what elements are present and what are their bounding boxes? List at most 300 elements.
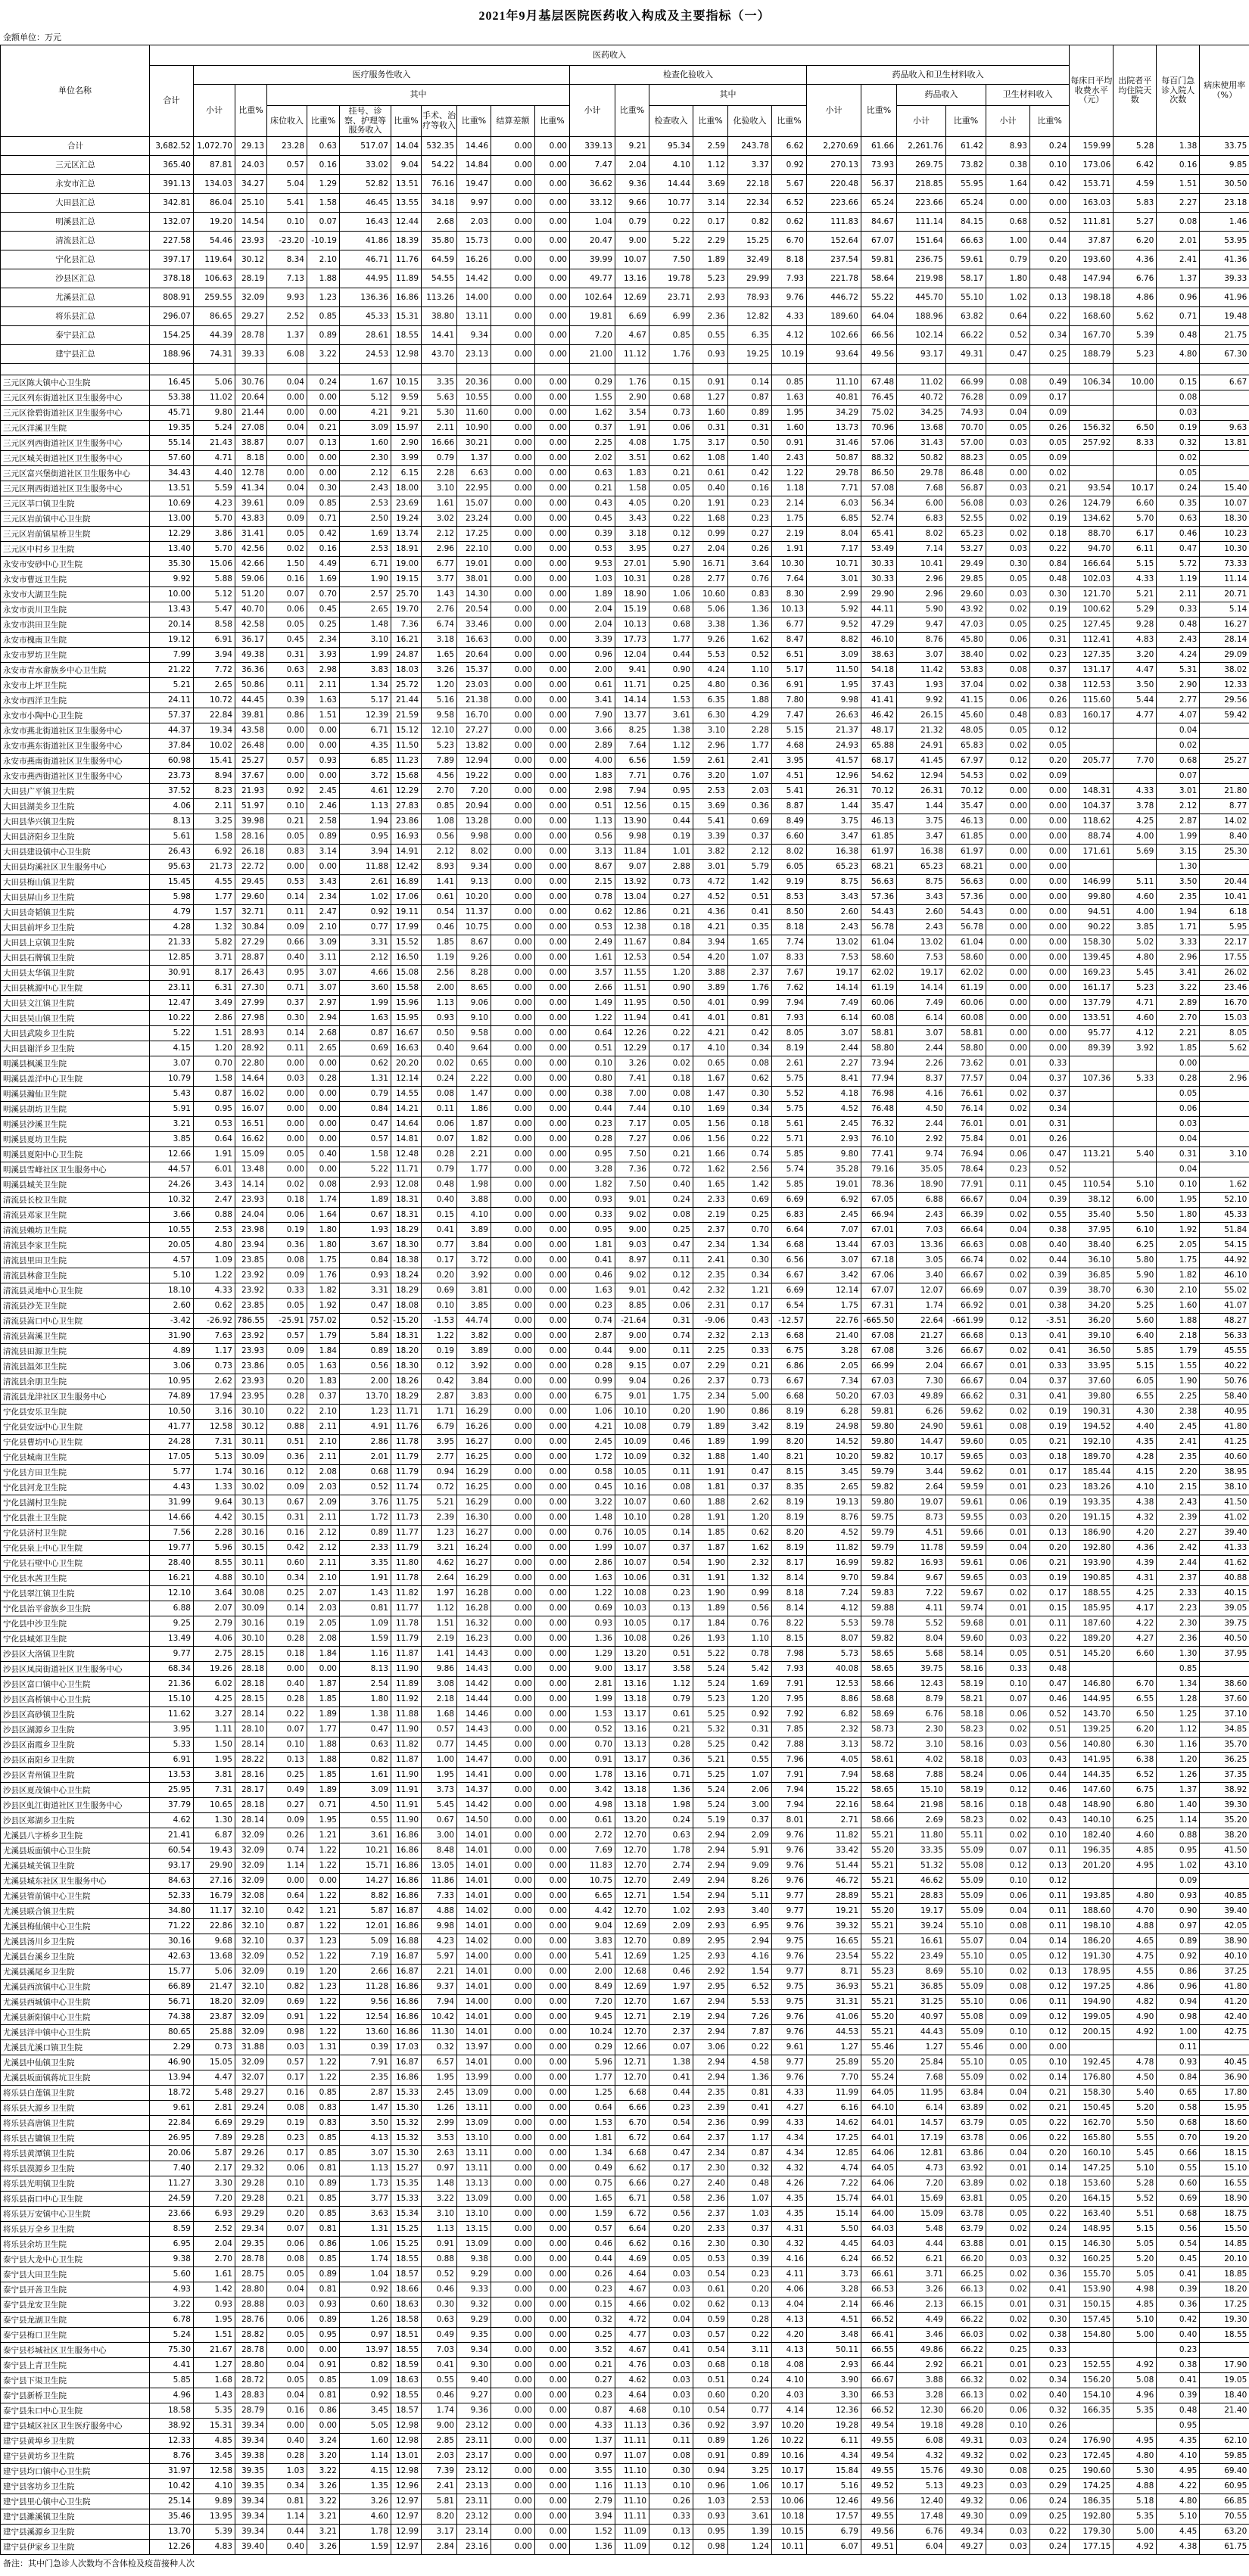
value-cell: 0.34 — [1030, 325, 1070, 344]
value-cell: 15.95 — [1200, 2100, 1249, 2115]
value-cell: 54.62 — [861, 768, 897, 783]
value-cell: 0.28 — [570, 1358, 615, 1374]
value-cell: 160.10 — [1070, 2145, 1114, 2161]
value-cell: 46.42 — [861, 708, 897, 723]
value-cell: 0.24 — [422, 1071, 457, 1086]
value-cell: 19.17 — [897, 965, 946, 980]
unit-name-cell: 宁化县泉上中心卫生院 — [1, 1540, 150, 1555]
value-cell: 4.35 — [1157, 2433, 1200, 2448]
value-cell: 14.54 — [235, 212, 267, 231]
value-cell: 13.05 — [422, 1858, 457, 1873]
value-cell: 23.69 — [391, 496, 422, 511]
value-cell: 12.98 — [391, 2463, 422, 2478]
value-cell: 66.67 — [946, 1192, 986, 1207]
value-cell: 5.35 — [1114, 2509, 1157, 2524]
value-cell: 13.18 — [615, 1782, 649, 1797]
value-cell: 7.53 — [807, 950, 861, 965]
value-cell — [1070, 1056, 1114, 1071]
value-cell: 0.95 — [649, 783, 693, 798]
value-cell: 0.73 — [194, 1358, 235, 1374]
value-cell: 127.45 — [1070, 617, 1114, 632]
hospital-table-row — [1, 2055, 1249, 2070]
value-cell: 38.01 — [457, 571, 491, 586]
value-cell: 12.53 — [615, 950, 649, 965]
col-header-unit-name: 单位名称 — [1, 45, 150, 137]
value-cell: 1.88 — [693, 1449, 728, 1464]
value-cell: 39.30 — [1200, 1797, 1249, 1812]
value-cell: 0.40 — [1030, 2388, 1070, 2403]
value-cell: 5.81 — [422, 2494, 457, 2509]
value-cell: 6.30 — [1114, 1737, 1157, 1752]
value-cell: 0.00 — [535, 1434, 570, 1449]
value-cell: 4.02 — [897, 1752, 946, 1767]
hospital-table-row — [1, 2524, 1249, 2539]
value-cell: 0.00 — [535, 859, 570, 874]
value-cell: 8.48 — [422, 1843, 457, 1858]
value-cell: 12.53 — [807, 1676, 861, 1691]
value-cell: 8.41 — [807, 1071, 861, 1086]
unit-name-cell: 宁化县淮土卫生院 — [1, 1510, 150, 1525]
value-cell: 0.19 — [422, 1343, 457, 1358]
value-cell: 0.03 — [986, 2251, 1030, 2266]
value-cell: 66.44 — [861, 2357, 897, 2372]
value-cell: 0.03 — [986, 1752, 1030, 1767]
value-cell: 6.95 — [150, 2236, 194, 2251]
value-cell: 5.60 — [1114, 1313, 1157, 1328]
value-cell: 76.98 — [861, 1086, 897, 1101]
value-cell: 11.90 — [391, 1767, 422, 1782]
value-cell: 48.05 — [946, 723, 986, 738]
value-cell: 31.88 — [235, 2039, 267, 2055]
value-cell: 4.21 — [693, 919, 728, 935]
value-cell: 2.34 — [307, 632, 340, 647]
value-cell: 0.00 — [535, 1616, 570, 1631]
value-cell: 0.05 — [267, 526, 307, 541]
value-cell: 25.72 — [391, 677, 422, 692]
value-cell: 0.00 — [491, 708, 535, 723]
value-cell: 2.52 — [194, 2221, 235, 2236]
hospital-table-row — [1, 1298, 1249, 1313]
value-cell: 0.54 — [693, 2342, 728, 2357]
value-cell: 67.97 — [946, 753, 986, 768]
value-cell: 0.00 — [535, 2509, 570, 2524]
value-cell: 0.04 — [986, 1903, 1030, 1918]
value-cell: 3.82 — [693, 844, 728, 859]
hospital-table-row — [1, 2342, 1249, 2357]
unit-name-cell: 大田县武陵乡卫生院 — [1, 1025, 150, 1041]
value-cell: 4.21 — [570, 1419, 615, 1434]
value-cell: 0.79 — [649, 1419, 693, 1434]
value-cell: 0.08 — [986, 1419, 1030, 1434]
value-cell: 0.45 — [1157, 2251, 1200, 2266]
value-cell: 9.64 — [194, 1495, 235, 1510]
value-cell: 77.91 — [946, 1177, 986, 1192]
value-cell: 0.56 — [1157, 2221, 1200, 2236]
value-cell: 4.05 — [615, 496, 649, 511]
value-cell: 0.00 — [491, 155, 535, 174]
value-cell: 2.56 — [422, 965, 457, 980]
unit-name-cell: 尤溪县汤川乡卫生院 — [1, 1934, 150, 1949]
value-cell: 1.88 — [307, 1752, 340, 1767]
value-cell: 2.76 — [422, 602, 457, 617]
value-cell: 54.53 — [946, 768, 986, 783]
value-cell: 10.77 — [649, 193, 693, 212]
value-cell: 20.64 — [235, 390, 267, 405]
value-cell: 1.89 — [340, 1192, 391, 1207]
value-cell: 16.23 — [457, 1631, 491, 1646]
value-cell: 2.39 — [1157, 1510, 1200, 1525]
value-cell: 27.98 — [235, 1010, 267, 1025]
value-cell — [1070, 1101, 1114, 1116]
value-cell: 16.21 — [391, 632, 422, 647]
value-cell: 0.23 — [570, 2388, 615, 2403]
value-cell: 144.95 — [1070, 1691, 1114, 1706]
value-cell: 110.54 — [1070, 1177, 1114, 1192]
value-cell: 3.72 — [340, 768, 391, 783]
hospital-table-row — [1, 1343, 1249, 1358]
value-cell: 40.50 — [1200, 1631, 1249, 1646]
hospital-table-row — [1, 1752, 1249, 1767]
value-cell: 2.03 — [307, 1601, 340, 1616]
value-cell: 0.22 — [649, 511, 693, 526]
value-cell: 0.01 — [986, 2297, 1030, 2312]
value-cell: 0.46 — [422, 919, 457, 935]
value-cell: 14.64 — [235, 1071, 267, 1086]
value-cell: 0.00 — [535, 1903, 570, 1918]
value-cell: 0.06 — [267, 2312, 307, 2327]
value-cell: 87.81 — [194, 155, 235, 174]
value-cell — [1200, 1101, 1249, 1116]
value-cell: 3.77 — [340, 2191, 391, 2206]
value-cell: 0.00 — [535, 783, 570, 798]
value-cell: 10.17 — [772, 2478, 807, 2494]
value-cell: 0.80 — [570, 1071, 615, 1086]
value-cell: 0.22 — [1030, 541, 1070, 556]
value-cell: 44.37 — [150, 723, 194, 738]
value-cell: 22.16 — [807, 1797, 861, 1812]
value-cell: 12.04 — [615, 647, 649, 662]
value-cell: 0.21 — [728, 1358, 772, 1374]
value-cell: 0.38 — [1030, 1222, 1070, 1237]
value-cell: 0.85 — [772, 375, 807, 390]
value-cell: 0.33 — [1157, 602, 1200, 617]
hospital-table-row — [1, 1918, 1249, 1934]
value-cell: 41.20 — [1200, 1994, 1249, 2009]
unit-name-cell: 永安市燕东街道社区卫生服务中心 — [1, 738, 150, 753]
value-cell: 1.08 — [422, 814, 457, 829]
value-cell: 13.74 — [391, 526, 422, 541]
value-cell: 0.15 — [1030, 1601, 1070, 1616]
value-cell: 15.19 — [615, 602, 649, 617]
value-cell: 1.30 — [1157, 1646, 1200, 1661]
value-cell: 0.11 — [649, 1343, 693, 1358]
hospital-table-row — [1, 1601, 1249, 1616]
value-cell: 5.22 — [693, 1646, 728, 1661]
value-cell: 0.77 — [422, 1737, 457, 1752]
value-cell: 58.17 — [946, 269, 986, 288]
value-cell: 0.10 — [649, 2403, 693, 2418]
value-cell: 84.67 — [861, 212, 897, 231]
unit-name-cell: 泰宁县大田卫生院 — [1, 2266, 150, 2282]
value-cell: 9.02 — [615, 1207, 649, 1222]
value-cell: 2.34 — [693, 1237, 728, 1252]
value-cell — [1070, 1131, 1114, 1146]
value-cell: 0.57 — [570, 2221, 615, 2236]
value-cell: 0.71 — [1157, 306, 1200, 325]
value-cell: 0.03 — [986, 1510, 1030, 1525]
value-cell: 4.90 — [1114, 2009, 1157, 2024]
value-cell: 12.26 — [615, 1025, 649, 1041]
value-cell: 8.04 — [807, 526, 861, 541]
value-cell: 10.21 — [340, 1843, 391, 1858]
value-cell: 0.00 — [491, 1207, 535, 1222]
value-cell: 0.00 — [535, 2478, 570, 2494]
col-header-subtotal: 小计 — [570, 85, 615, 137]
value-cell: 10.13 — [772, 602, 807, 617]
value-cell: 49.23 — [946, 2478, 986, 2494]
unit-name-cell: 将乐县黄潭镇卫生院 — [1, 2145, 150, 2161]
value-cell: 2.53 — [728, 2494, 772, 2509]
value-cell: 0.00 — [491, 174, 535, 193]
value-cell: 0.34 — [1030, 1101, 1070, 1116]
value-cell: 0.00 — [986, 950, 1030, 965]
value-cell: 41.50 — [1200, 1495, 1249, 1510]
value-cell: 11.87 — [391, 1752, 422, 1767]
value-cell: 11.78 — [897, 1540, 946, 1555]
value-cell: 3.83 — [340, 662, 391, 677]
value-cell: 7.17 — [615, 1116, 649, 1131]
value-cell — [1070, 1661, 1114, 1676]
value-cell: 3.75 — [897, 814, 946, 829]
value-cell: 21.80 — [1200, 783, 1249, 798]
value-cell: 2.71 — [807, 1812, 861, 1828]
value-cell: 2.23 — [1157, 1601, 1200, 1616]
value-cell: 15.05 — [194, 2055, 235, 2070]
value-cell: 14.02 — [457, 1903, 491, 1918]
value-cell: 16.89 — [391, 874, 422, 889]
value-cell: 2.43 — [1157, 1495, 1200, 1510]
value-cell: 15.30 — [391, 2100, 422, 2115]
value-cell: 41.80 — [1200, 1979, 1249, 1994]
value-cell: 2.05 — [807, 1358, 861, 1374]
unit-name-cell: 清流县余朋卫生院 — [1, 1374, 150, 1389]
value-cell: 6.95 — [728, 1918, 772, 1934]
value-cell: 0.91 — [693, 2448, 728, 2463]
value-cell: 4.12 — [807, 1601, 861, 1616]
value-cell: 23.11 — [150, 980, 194, 995]
value-cell: 0.05 — [1030, 435, 1070, 450]
unit-name-cell: 尤溪县管前镇中心卫生院 — [1, 1888, 150, 1903]
hospital-table-row — [1, 586, 1249, 602]
value-cell: 35.20 — [1200, 1812, 1249, 1828]
value-cell: 0.25 — [267, 1585, 307, 1601]
unit-name-cell: 大田县文江镇卫生院 — [1, 995, 150, 1010]
value-cell: 55.20 — [861, 1903, 897, 1918]
value-cell: 55.21 — [861, 1979, 897, 1994]
value-cell: 0.53 — [194, 1116, 235, 1131]
value-cell: 5.17 — [772, 662, 807, 677]
value-cell: 7.88 — [772, 1737, 807, 1752]
value-cell: 21.73 — [194, 859, 235, 874]
value-cell: 3.18 — [422, 632, 457, 647]
value-cell: 12.70 — [615, 2024, 649, 2039]
value-cell: 0.00 — [491, 1646, 535, 1661]
value-cell: 0.11 — [1157, 2039, 1200, 2055]
value-cell: 0.00 — [986, 980, 1030, 995]
value-cell: 3.99 — [391, 450, 422, 465]
value-cell: 0.44 — [649, 814, 693, 829]
value-cell: 8.18 — [772, 1585, 807, 1601]
value-cell: 0.11 — [1030, 1843, 1070, 1858]
value-cell: 194.90 — [1070, 1994, 1114, 2009]
hospital-table-row — [1, 1949, 1249, 1964]
value-cell: 6.68 — [772, 1389, 807, 1404]
value-cell: 0.15 — [1030, 2236, 1070, 2251]
value-cell: 14.84 — [457, 155, 491, 174]
value-cell: 0.95 — [1157, 2418, 1200, 2433]
value-cell: 0.12 — [1030, 1873, 1070, 1888]
value-cell: 19.25 — [728, 344, 772, 363]
value-cell: 27.08 — [235, 420, 267, 435]
value-cell: 39.05 — [1200, 1601, 1249, 1616]
value-cell: 0.34 — [728, 1268, 772, 1283]
value-cell: 0.00 — [491, 325, 535, 344]
value-cell: 0.34 — [1030, 2372, 1070, 2388]
value-cell: 2.11 — [307, 1419, 340, 1434]
value-cell: 56.37 — [861, 174, 897, 193]
value-cell: 0.00 — [491, 1691, 535, 1706]
value-cell: 0.02 — [986, 647, 1030, 662]
value-cell: 102.66 — [807, 325, 861, 344]
value-cell: 64.00 — [861, 2206, 897, 2221]
value-cell: 8.18 — [235, 450, 267, 465]
value-cell: 4.41 — [150, 2357, 194, 2372]
value-cell: 161.17 — [1070, 980, 1114, 995]
value-cell: 41.02 — [1200, 1510, 1249, 1525]
value-cell: 13.95 — [194, 2509, 235, 2524]
value-cell: 0.93 — [340, 1268, 391, 1283]
value-cell: 146.99 — [1070, 874, 1114, 889]
value-cell: 15.68 — [391, 768, 422, 783]
value-cell: 0.00 — [1030, 1025, 1070, 1041]
value-cell: 1.14 — [267, 2509, 307, 2524]
value-cell: 4.20 — [772, 2327, 807, 2342]
value-cell: 10.42 — [150, 2478, 194, 2494]
value-cell: 107.36 — [1070, 1071, 1114, 1086]
value-cell: 0.74 — [649, 1328, 693, 1343]
value-cell: 0.20 — [1030, 1510, 1070, 1525]
value-cell: 38.95 — [1200, 1464, 1249, 1479]
value-cell: 0.09 — [267, 1812, 307, 1828]
value-cell: 42.40 — [1200, 2009, 1249, 2024]
value-cell: 0.00 — [535, 874, 570, 889]
value-cell: 5.69 — [1114, 844, 1157, 859]
value-cell: 55.09 — [946, 1843, 986, 1858]
value-cell: 0.44 — [1030, 231, 1070, 250]
value-cell: 30.16 — [235, 1464, 267, 1479]
value-cell: 0.00 — [491, 435, 535, 450]
value-cell: 28.17 — [235, 1782, 267, 1797]
unit-name-cell: 永安市燕南街道社区卫生服务中心 — [1, 753, 150, 768]
value-cell: 2.99 — [422, 2115, 457, 2130]
value-cell: 0.00 — [535, 965, 570, 980]
value-cell: 36.85 — [897, 1979, 946, 1994]
value-cell: 0.01 — [986, 1358, 1030, 1374]
value-cell: 10.30 — [1200, 541, 1249, 556]
value-cell: 2.44 — [897, 1041, 946, 1056]
value-cell: 1.25 — [1157, 1706, 1200, 1722]
value-cell: 75.84 — [946, 1131, 986, 1146]
value-cell: 0.54 — [649, 1555, 693, 1570]
value-cell: 0.26 — [1030, 692, 1070, 708]
value-cell: 0.45 — [267, 632, 307, 647]
value-cell: 11.10 — [615, 2463, 649, 2478]
value-cell: 12.86 — [615, 904, 649, 919]
value-cell: 4.33 — [570, 2418, 615, 2433]
value-cell: 0.02 — [986, 526, 1030, 541]
value-cell: 10.10 — [615, 1404, 649, 1419]
value-cell: 23.92 — [235, 1283, 267, 1298]
value-cell: 0.00 — [535, 1237, 570, 1252]
value-cell: 0.60 — [649, 1495, 693, 1510]
col-header-admission-per100: 每百门急诊入院人次数 — [1157, 45, 1200, 137]
value-cell: 189.60 — [807, 306, 861, 325]
value-cell: 2.09 — [728, 1828, 772, 1843]
value-cell: 13.36 — [897, 1237, 946, 1252]
value-cell: 2.35 — [1157, 1449, 1200, 1464]
value-cell: 1.43 — [194, 2388, 235, 2403]
value-cell: 9.36 — [457, 2403, 491, 2418]
value-cell: 31.43 — [897, 435, 946, 450]
value-cell: 1.21 — [307, 1828, 340, 1843]
value-cell: 58.18 — [946, 1752, 986, 1767]
value-cell: 4.15 — [1114, 1464, 1157, 1479]
table-body — [1, 136, 1249, 2554]
value-cell: 0.82 — [267, 1979, 307, 1994]
value-cell: 20.71 — [1200, 586, 1249, 602]
value-cell: 64.01 — [861, 2130, 897, 2145]
value-cell: 183.26 — [1070, 1479, 1114, 1495]
value-cell: 0.10 — [267, 798, 307, 814]
value-cell: 9.04 — [615, 1374, 649, 1389]
value-cell: 32.49 — [728, 250, 772, 269]
value-cell: 237.54 — [807, 250, 861, 269]
value-cell: 3.78 — [1114, 798, 1157, 814]
value-cell: 0.49 — [422, 2327, 457, 2342]
value-cell: 4.31 — [772, 2221, 807, 2236]
value-cell: 3.07 — [807, 1252, 861, 1268]
unit-name-cell: 尤溪县台溪乡卫生院 — [1, 1949, 150, 1964]
footer-note: 备注：其中门急诊人次数均不含体检及疫苗接种人次 — [3, 2558, 195, 2568]
value-cell: 0.17 — [1030, 1464, 1070, 1479]
value-cell: 1.75 — [649, 1389, 693, 1404]
value-cell: 9.06 — [457, 995, 491, 1010]
value-cell: 5.85 — [772, 1177, 807, 1192]
col-header-subtotal: 小计 — [194, 85, 235, 137]
value-cell: 0.56 — [570, 829, 615, 844]
unit-name-cell: 永安市汇总 — [1, 174, 150, 193]
value-cell: 0.23 — [728, 511, 772, 526]
value-cell: 6.82 — [807, 1706, 861, 1722]
value-cell: 2.30 — [897, 1722, 946, 1737]
value-cell: 14.64 — [391, 1116, 422, 1131]
value-cell: 7.50 — [615, 1146, 649, 1162]
value-cell: 41.86 — [340, 231, 391, 250]
value-cell: 9.76 — [772, 1828, 807, 1843]
value-cell: 20.14 — [150, 617, 194, 632]
value-cell: 59.66 — [946, 1525, 986, 1540]
value-cell: 0.05 — [986, 450, 1030, 465]
